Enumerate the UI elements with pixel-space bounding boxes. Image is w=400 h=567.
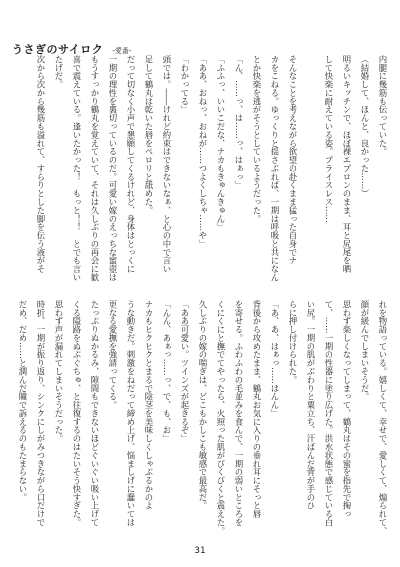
- text-column: 足して鶴丸は乾いた唇をペロリと舐めた。: [144, 55, 154, 215]
- dialogue-column: 「んん、あぁっ……っ、で、も、お」: [162, 300, 172, 443]
- text-column: 顔が緩んでしまいそうだ。: [360, 300, 370, 401]
- text-column: 思わず楽しくなってしまって、鶴丸はその蜜を指先で掬っ: [342, 300, 352, 519]
- dialogue-column: 「あ、あ、はぁっ……はんん」: [270, 300, 280, 418]
- text-column: 次から次から幾筋も溢れて、すらりとした脚を伝う液がそ: [36, 55, 46, 274]
- dialogue-column: 「ふふっ、いいこだな、ナカもきゅんきゅん」: [216, 55, 226, 232]
- text-block-lower: [12, 300, 392, 540]
- text-column: くにくにと撫でてやったら、火照った肌がびくびくと震えた。: [216, 300, 226, 535]
- text-column: して快楽に耐えている姿。プライスレス……: [324, 55, 334, 223]
- dialogue-column: 「ん、……っ、は……っ、はぁっ」: [234, 55, 244, 190]
- text-column: （結婚して、ほんと、良かった……）: [360, 55, 370, 198]
- text-column: 頭では。――けれど約束はできないなぁ、と心の中で言い: [162, 55, 172, 274]
- text-column: だって切なく小声で懇願してくるけれど、身体はとっくに: [126, 55, 136, 274]
- paragraph-spacer: [302, 55, 320, 295]
- dialogue-column: 「わかってる」: [180, 55, 190, 114]
- book-title: うさぎのサイロク: [12, 43, 104, 56]
- text-column: とか快楽を逃がそうとしているようだった。: [252, 55, 262, 223]
- dialogue-column: 「ああ可愛い。ツインズが起きるぞ」: [180, 300, 190, 443]
- text-column: 思わず声が漏れてしまいそうだった。: [54, 300, 64, 443]
- text-column: 内腿に幾筋も伝っていた。: [378, 55, 388, 156]
- dialogue-column: 「ああ、おねっ、おねが……つよくしちゃ……や」: [198, 55, 208, 248]
- text-column: れを物語っている。嬉しくて、幸せで、愛しくて、煽られて、: [378, 300, 388, 535]
- text-column: ナカもヒクヒクとまるで陰茎を美味しくしゃぶるかのよ: [144, 300, 154, 510]
- text-column: 久しぶりの嫁の喘ぎは、どこもかしこも敏感で最高だ。: [198, 300, 208, 510]
- text-column: 喜で震えている。逢いたかった！ もっと！！ とでも言い: [72, 55, 82, 282]
- text-column: 背後から攻めたまま、鶴丸お気に入りの垂れ耳にそっと唇: [252, 300, 262, 519]
- text-column: くる隘路をぬぷぐちゅ、と往復するのはたいそう快すぎた。: [72, 300, 82, 527]
- text-block-upper: [12, 55, 392, 295]
- book-subtitle: -愛番-: [112, 47, 132, 55]
- text-column: 更なる愛撫を強請ってくる。: [108, 300, 118, 410]
- text-column: て、……一期の性器に塗り広げた。洪水状態で感じている白: [324, 300, 334, 527]
- text-column: たげだ。: [54, 55, 64, 89]
- text-column: らに押し付けられた。: [288, 300, 298, 384]
- text-column: だめ、だめ……と潤んだ瞳で訴えるのもたまらない。: [18, 300, 28, 502]
- text-column: たっぷりぬかるみ、隙間もできないほどぐいぐい吸い上げて: [90, 300, 100, 527]
- text-column: もうすっかり鶴丸を覚えていて、それは久しぶりの再会に歓: [90, 55, 100, 282]
- text-column: い尻。一期の肌がぶわりと粟立ち、汗ばんだ背が手のひ: [306, 300, 316, 510]
- text-column: 一期の理性を裏切っているのだ。可愛い嫁のえっちな蜜壺は: [108, 55, 118, 282]
- text-column: 時折、一期が振り返り、シンクにしがみつきながら口だけで: [36, 300, 46, 527]
- text-column: うな動きだ。刺激をねだって締め上げ、悩ましげに蠢いては: [126, 300, 136, 527]
- text-column: そんなことを考えながら欲望の赴くまま猛った自身でナ: [288, 55, 298, 265]
- page-number: 31: [194, 546, 206, 556]
- text-column: 明るいキッチンで、ほぼ裸エプロンのまま、耳と尻尾を晒: [342, 55, 352, 274]
- text-column: カをこねる。ゆっくりと揺さぶれば、一期は呼吸と共になん: [270, 55, 280, 282]
- text-column: を寄せる。ふわふわの毛並みを食んで、一期の弱いところを: [234, 300, 244, 527]
